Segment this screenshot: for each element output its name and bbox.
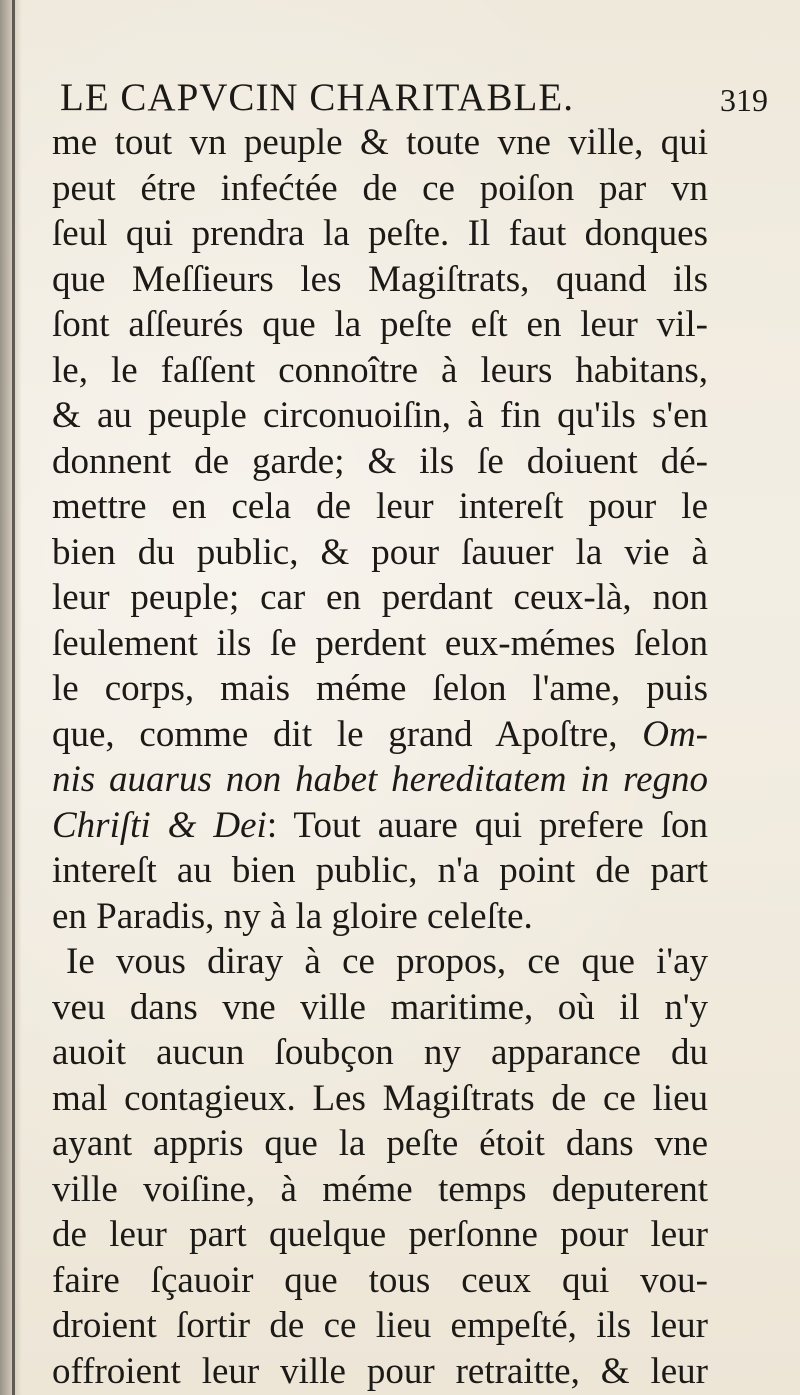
running-head-title: LE CAPVCIN CHARITABLE. [60,76,574,119]
running-head [60,74,768,124]
text-line: que Meſſieurs les Magiſtrats, quand ils [52,258,708,300]
text-line: veu dans vne ville maritime, où il n'y [52,986,708,1028]
text-line: droient ſortir de ce lieu empeſté, ils leur [52,1305,708,1346]
text-line: le, le faſſent connoître à leurs habitans, [52,349,708,391]
text-line-mixed [52,712,708,758]
text-line-italic: nis auarus non habet hereditatem in regno [52,759,708,800]
text-line: peut étre infećtée de ce poiſon par vn [52,167,708,209]
page-binding-edge [12,0,15,1395]
text-italic: Om- [642,713,708,755]
text-line: intereſt au bien public, n'a point de part [52,850,708,891]
text-line: faire ſçauoir que tous ceux qui vou- [52,1259,708,1301]
text-line: en Paradis, ny à la gloire celeſte. [52,895,533,937]
text-line: ſeulement ils ſe perdent eux-mémes ſelon [52,622,708,664]
text-line: & au peuple circonuoiſin, à fin qu'ils s'en [52,395,708,436]
text-line: le corps, mais méme ſelon l'ame, puis [52,668,708,709]
text-line: leur peuple; car en perdant ceux-là, non [52,577,708,618]
text-line: ayant appris que la peſte étoit dans vne [52,1123,708,1164]
text-line: Ie vous diray à ce propos, ce que i'ay [66,941,708,982]
text-line: offroient leur ville pour retraitte, & leur [52,1350,708,1392]
body-text [52,120,708,1394]
text-line: bien du public, & pour ſauuer la vie à [52,531,708,573]
text-line: ſeul qui prendra la peſte. Il faut donques [52,213,708,254]
text-line: mal contagieux. Les Magiſtrats de ce lieu [52,1077,708,1119]
text-line-mixed [52,803,708,849]
page-number: 319 [720,82,768,118]
text-line: auoit aucun ſoubçon ny apparance du [52,1032,708,1073]
text-line: me tout vn peuple & toute vne ville, qui [52,122,708,163]
text-roman: que, comme dit le grand Apoſtre, [52,713,618,755]
text-line: ville voiſine, à méme temps deputerent [52,1168,708,1210]
text-line: ſont aſſeurés que la peſte eſt en leur vil- [52,304,708,345]
text-line: mettre en cela de leur intereſt pour le [52,486,708,527]
text-line: donnent de garde; & ils ſe doiuent dé- [52,440,708,482]
text-line: de leur part quelque perſonne pour leur [52,1214,708,1255]
page-gutter-shadow [0,0,22,1395]
text-roman: : Tout auare qui prefere ſon [266,804,708,846]
text-italic: Chriſti & Dei [52,804,267,846]
